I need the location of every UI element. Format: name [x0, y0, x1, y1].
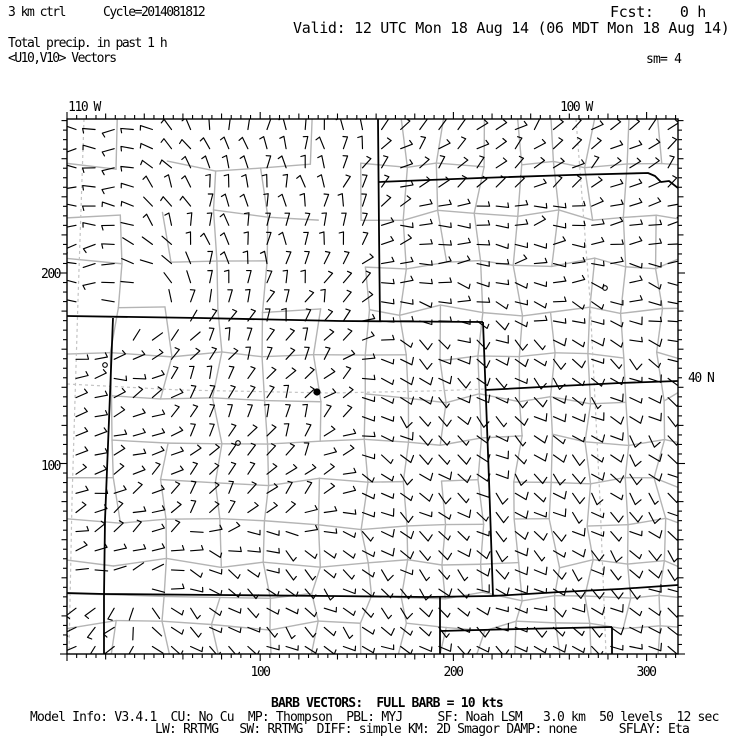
axis-label-y100: 100 — [41, 459, 60, 474]
barb-legend: BARB VECTORS: FULL BARB = 10 kts — [271, 696, 503, 711]
smoothing-label: sm= 4 — [646, 52, 682, 67]
station-dot — [313, 388, 320, 395]
state-boundaries — [67, 119, 678, 654]
axis-label-100w: 100 W — [560, 100, 592, 115]
axis-label-y200: 200 — [41, 267, 60, 282]
valid-label: Valid: 12 UTC Mon 18 Aug 14 (06 MDT Mon 18 Aug 14) — [293, 19, 730, 37]
map-frame — [67, 119, 678, 654]
wind-barbs — [64, 117, 681, 659]
vector-title: <U10,V10> Vectors — [8, 51, 116, 66]
axis-label-x100: 100 — [250, 665, 270, 680]
axis-label-40n: 40 N — [688, 371, 714, 386]
model-info-line1: Model Info: V3.4.1 CU: No Cu MP: Thompson PBL: MYJ SF: Noah LSM 3.0 km 50 levels 12 sec — [30, 710, 719, 725]
axis-label-x300: 300 — [636, 665, 656, 680]
cycle-label: Cycle=2014081812 — [103, 5, 205, 20]
field-title: Total precip. in past 1 h — [8, 36, 167, 51]
axis-label-110w: 110 W — [68, 100, 100, 115]
model-info-line2: LW: RRTMG SW: RRTMG DIFF: simple KM: 2D Smagor DAMP: none SFLAY: Eta — [155, 722, 690, 737]
run-label: 3 km ctrl — [8, 5, 65, 20]
fcst-label: Fcst: 0 h — [610, 3, 707, 21]
axis-ticks — [60, 112, 685, 661]
axis-label-x200: 200 — [443, 665, 463, 680]
county-boundaries — [67, 119, 678, 654]
